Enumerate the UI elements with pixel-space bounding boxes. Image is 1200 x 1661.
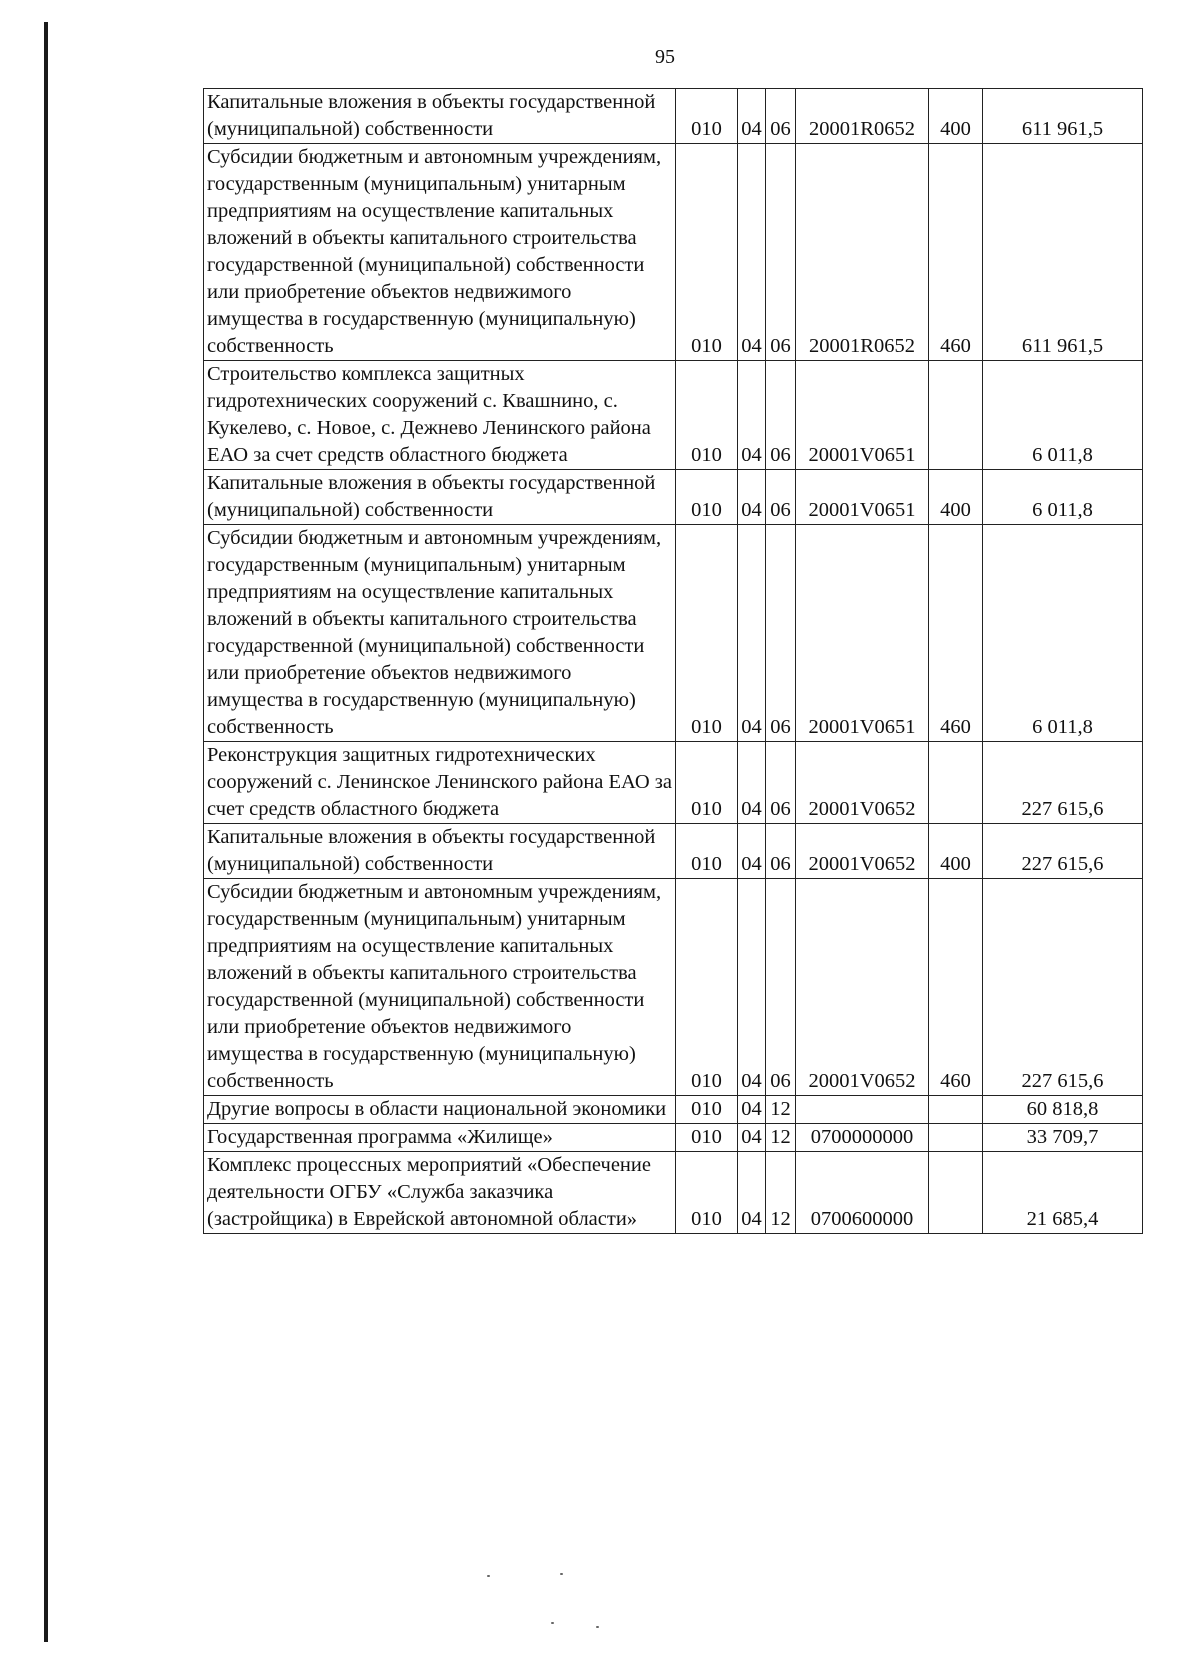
- row-section: 04: [738, 742, 766, 824]
- row-section: 04: [738, 1124, 766, 1152]
- row-name: Реконструкция защитных гидротехнических сооружений с. Ленинское Ленинского района ЕАО за счет средств областного бюджета: [204, 742, 676, 824]
- row-type: 460: [929, 525, 983, 742]
- budget-table-body: [204, 89, 1143, 1234]
- row-type: [929, 1096, 983, 1124]
- table-row: [204, 525, 1143, 742]
- row-type: 460: [929, 144, 983, 361]
- row-amount: 6 011,8: [983, 470, 1143, 525]
- row-amount: 21 685,4: [983, 1152, 1143, 1234]
- scan-edge-line: [44, 22, 48, 1642]
- row-section: 04: [738, 361, 766, 470]
- row-subsection: 06: [766, 824, 796, 879]
- row-code: 010: [676, 1096, 738, 1124]
- row-target: 0700600000: [796, 1152, 929, 1234]
- row-type: 400: [929, 89, 983, 144]
- row-section: 04: [738, 89, 766, 144]
- scan-speck: [560, 1573, 563, 1575]
- row-section: 04: [738, 525, 766, 742]
- page-number: 95: [655, 46, 675, 68]
- row-type: [929, 1124, 983, 1152]
- row-target: 20001V0652: [796, 742, 929, 824]
- row-name: Капитальные вложения в объекты государственной (муниципальной) собственности: [204, 89, 676, 144]
- row-amount: 227 615,6: [983, 824, 1143, 879]
- row-subsection: 06: [766, 879, 796, 1096]
- row-code: 010: [676, 89, 738, 144]
- table-row: [204, 361, 1143, 470]
- row-amount: 60 818,8: [983, 1096, 1143, 1124]
- row-code: 010: [676, 470, 738, 525]
- row-name: Комплекс процессных мероприятий «Обеспечение деятельности ОГБУ «Служба заказчика (застройщика) в Еврейской автономной области»: [204, 1152, 676, 1234]
- table-row: [204, 879, 1143, 1096]
- row-name: Субсидии бюджетным и автономным учреждениям, государственным (муниципальным) унитарным предприятиям на осуществление капитальных вложений в объекты капитального строительства государственной (муниципальной) собственности или приобретение объектов недвижимого имущества в государственную (муниципальную) собственность: [204, 525, 676, 742]
- row-type: 460: [929, 879, 983, 1096]
- row-subsection: 06: [766, 361, 796, 470]
- row-subsection: 06: [766, 525, 796, 742]
- row-name: Капитальные вложения в объекты государственной (муниципальной) собственности: [204, 470, 676, 525]
- row-subsection: 06: [766, 470, 796, 525]
- row-code: 010: [676, 144, 738, 361]
- row-code: 010: [676, 742, 738, 824]
- row-type: 400: [929, 470, 983, 525]
- row-section: 04: [738, 1152, 766, 1234]
- row-target: 20001V0651: [796, 470, 929, 525]
- row-section: 04: [738, 1096, 766, 1124]
- row-amount: 6 011,8: [983, 525, 1143, 742]
- row-name: Субсидии бюджетным и автономным учреждениям, государственным (муниципальным) унитарным предприятиям на осуществление капитальных вложений в объекты капитального строительства государственной (муниципальной) собственности или приобретение объектов недвижимого имущества в государственную (муниципальную) собственность: [204, 144, 676, 361]
- scan-speck: [596, 1626, 599, 1628]
- row-code: 010: [676, 361, 738, 470]
- row-subsection: 12: [766, 1124, 796, 1152]
- row-amount: 227 615,6: [983, 879, 1143, 1096]
- row-target: 20001R0652: [796, 89, 929, 144]
- row-code: 010: [676, 525, 738, 742]
- row-subsection: 06: [766, 742, 796, 824]
- row-code: 010: [676, 1152, 738, 1234]
- row-target: [796, 1096, 929, 1124]
- table-row: [204, 1124, 1143, 1152]
- row-target: 20001V0652: [796, 879, 929, 1096]
- scan-speck: [487, 1575, 490, 1577]
- row-target: 20001V0651: [796, 525, 929, 742]
- table-row: [204, 824, 1143, 879]
- table-row: [204, 742, 1143, 824]
- table-row: [204, 144, 1143, 361]
- row-type: [929, 361, 983, 470]
- row-target: 20001V0652: [796, 824, 929, 879]
- row-name: Другие вопросы в области национальной экономики: [204, 1096, 676, 1124]
- row-name: Капитальные вложения в объекты государственной (муниципальной) собственности: [204, 824, 676, 879]
- row-subsection: 12: [766, 1152, 796, 1234]
- row-amount: 611 961,5: [983, 144, 1143, 361]
- row-subsection: 06: [766, 144, 796, 361]
- row-section: 04: [738, 144, 766, 361]
- scan-speck: [551, 1622, 554, 1624]
- row-amount: 227 615,6: [983, 742, 1143, 824]
- row-name: Субсидии бюджетным и автономным учреждениям, государственным (муниципальным) унитарным предприятиям на осуществление капитальных вложений в объекты капитального строительства государственной (муниципальной) собственности или приобретение объектов недвижимого имущества в государственную (муниципальную) собственность: [204, 879, 676, 1096]
- table-row: [204, 1096, 1143, 1124]
- row-code: 010: [676, 879, 738, 1096]
- row-section: 04: [738, 470, 766, 525]
- row-code: 010: [676, 824, 738, 879]
- row-name: Строительство комплекса защитных гидротехнических сооружений с. Квашнино, с. Кукелево, с. Новое, с. Дежнево Ленинского района ЕАО за счет средств областного бюджета: [204, 361, 676, 470]
- row-amount: 33 709,7: [983, 1124, 1143, 1152]
- row-code: 010: [676, 1124, 738, 1152]
- row-subsection: 06: [766, 89, 796, 144]
- row-type: [929, 1152, 983, 1234]
- table-row: [204, 470, 1143, 525]
- table-row: [204, 1152, 1143, 1234]
- budget-table: [203, 88, 1143, 1234]
- row-target: 20001R0652: [796, 144, 929, 361]
- row-target: 0700000000: [796, 1124, 929, 1152]
- table-row: [204, 89, 1143, 144]
- row-target: 20001V0651: [796, 361, 929, 470]
- row-section: 04: [738, 824, 766, 879]
- row-amount: 6 011,8: [983, 361, 1143, 470]
- row-subsection: 12: [766, 1096, 796, 1124]
- row-amount: 611 961,5: [983, 89, 1143, 144]
- row-type: 400: [929, 824, 983, 879]
- row-section: 04: [738, 879, 766, 1096]
- row-type: [929, 742, 983, 824]
- row-name: Государственная программа «Жилище»: [204, 1124, 676, 1152]
